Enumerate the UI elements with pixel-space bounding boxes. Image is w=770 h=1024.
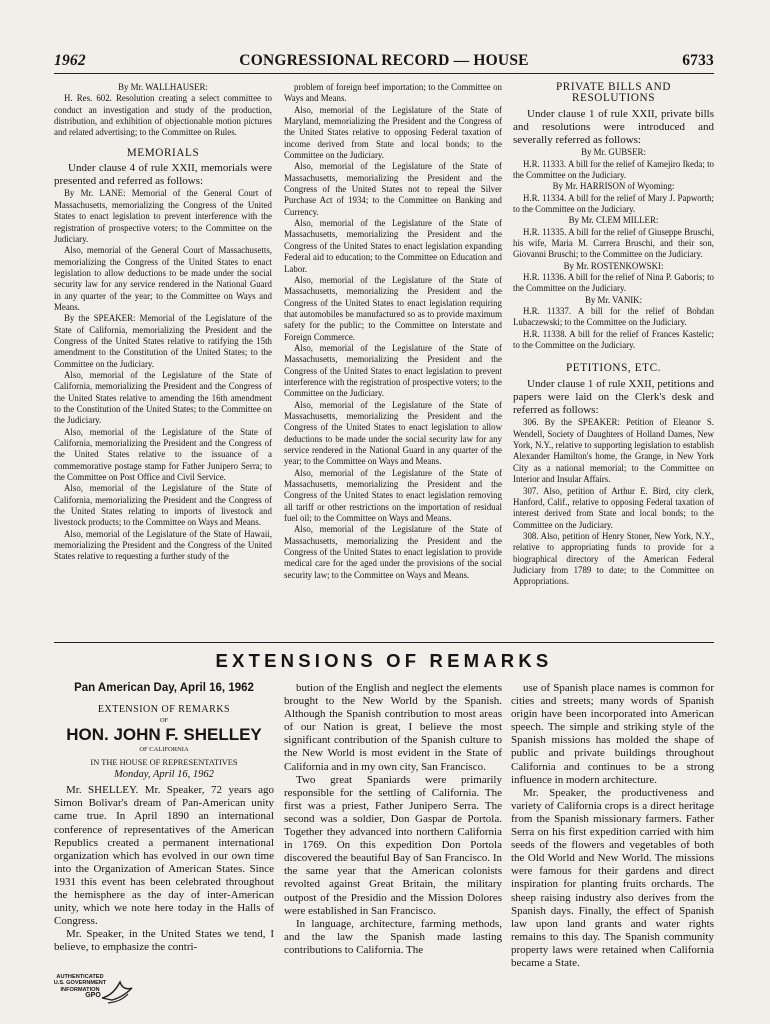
- extension-column-2: [284, 682, 502, 972]
- memorial-paragraph: Also, memorial of the Legislature of the State of California, memorializing the President and the Congress of the United States relative to amending the 16th amendment to the Constitution of the United States; to the Committee on the Judiciary.: [54, 369, 272, 426]
- gpo-line-4: GPO: [85, 992, 101, 1000]
- remarks-paragraph: use of Spanish place names is common for cities and streets; many words of Spanish origin have been incorporated into American speech. The simple and striking style of the Spanish missions has molded the shape of public and private buildings throughout California and continues to be a strong influence in modern architecture.: [511, 682, 714, 786]
- column-2: [284, 82, 502, 642]
- remarks-paragraph: bution of the English and neglect the elements brought to the New World by the Spanish. Although the Spanish contribution to most areas of our Nation is great, I believe the most significant contribution of the Spanish culture to the New World is most evident in the State of California and in my own city, San Francisco.: [284, 682, 502, 773]
- extension-label: EXTENSION OF REMARKS: [97, 704, 231, 716]
- column-1: [54, 82, 272, 642]
- petitions-heading: PETITIONS, ETC.: [565, 362, 662, 375]
- remarks-paragraph: Mr. SHELLEY. Mr. Speaker, 72 years ago Simon Bolivar's dream of Pan-American unity came true. In April 1890 an international conference of representatives of the American Republics created a permanent international organization which has evolved in our own time into the Organization of American States. Since 1931 this event has been celebrated throughout the hemisphere as the day of inter-American unity, which we note here today in the Halls of Congress.: [54, 784, 274, 928]
- petition-paragraph: 306. By the SPEAKER: Petition of Eleanor S. Wendell, Society of Daughters of Holland Dames, New York, N.Y., relative to supporting legislation to establish Alexander Hamilton's home, the Grange, in New York City as a national memorial; to the Committee on Interior and Insular Affairs.: [513, 417, 714, 485]
- extensions-title: EXTENSIONS OF REMARKS: [215, 650, 553, 671]
- bill-entry: H.R. 11333. A bill for the relief of Kamejiro Ikeda; to the Committee on the Judiciary.: [513, 158, 714, 180]
- section-rule: [54, 642, 714, 643]
- private-bills-heading: PRIVATE BILLS AND RESOLUTIONS: [555, 82, 672, 105]
- bill-sponsor: By Mr. GUBSER:: [581, 147, 646, 158]
- eagle-icon: [100, 976, 134, 1008]
- memorial-paragraph: Also, memorial of the Legislature of the State of California, memorializing the President and the Congress of the United States relative to the issuance of a commemorative postage stamp for Father Junipero Serra; to the Committee on Post Office and Civil Service.: [54, 426, 272, 483]
- memorials-intro: Under clause 4 of rule XXII, memorials were presented and referred as follows:: [54, 162, 272, 188]
- petitions-list: [513, 417, 714, 587]
- remarks-text-3: [511, 682, 714, 970]
- extension-column-1: [54, 682, 274, 972]
- article-title: Pan American Day, April 16, 1962: [74, 682, 254, 694]
- remarks-paragraph: In language, architecture, farming methods, and the law the Spanish made lasting contributions to California. The: [284, 917, 502, 956]
- petitions-intro: Under clause 1 of rule XXII, petitions and papers were laid on the Clerk's desk and referred as follows:: [513, 377, 714, 417]
- memorial-paragraph: Also, memorial of the Legislature of the State of Massachusetts, memorializing the President and the Congress of the United States to enact legislation to allow deductions to be made under the social security law for any service rendered in the National Guard in any quarter of the year; to the Committee on Ways and Means.: [284, 399, 502, 467]
- bill-entry: H.R. 11338. A bill for the relief of Frances Kastelic; to the Committee on the Judiciary.: [513, 328, 714, 351]
- page-year: 1962: [54, 52, 86, 69]
- of-label: OF: [159, 717, 169, 725]
- running-header: [54, 52, 714, 72]
- page-title: CONGRESSIONAL RECORD — HOUSE: [239, 52, 529, 69]
- remarks-text-1: [54, 784, 274, 954]
- bill-entry: H.R. 11334. A bill for the relief of Mary J. Papworth; to the Committee on the Judiciary.: [513, 192, 714, 215]
- memorial-paragraph: Also, memorial of the Legislature of the State of California, memorializing the President and the Congress of the United States relating to imports of livestock and livestock products; to the Committee on Ways and Means.: [54, 483, 272, 528]
- private-bills-intro: Under clause 1 of rule XXII, private bills and resolutions were introduced and severally referred as follows:: [513, 107, 714, 147]
- bill-sponsor: By Mr. ROSTENKOWSKI:: [563, 260, 664, 271]
- memorials-heading: MEMORIALS: [126, 146, 200, 159]
- memorial-paragraph: Also, memorial of the Legislature of the State of Hawaii, memorializing the President and the Congress of the United States relative to requesting a further study of the: [54, 528, 272, 562]
- extension-column-3: [511, 682, 714, 972]
- remarks-paragraph: Mr. Speaker, in the United States we tend, I believe, to emphasize the contri-: [54, 928, 274, 954]
- petition-paragraph: 308. Also, petition of Henry Stoner, New York, N.Y., relative to appropriating funds to provide for a biographical directory of the American Federal Judiciary from 1789 to date; to the Committee on Appropriations.: [513, 530, 714, 587]
- memorial-paragraph: Also, memorial of the Legislature of the State of Massachusetts, memorializing the President and the Congress of the United States not to repeal the Silver Purchase Act of 1934; to the Committee on Banking and Currency.: [284, 161, 502, 217]
- page-number: 6733: [682, 52, 714, 69]
- memorial-paragraph: Also, memorial of the Legislature of the State of Massachusetts, memorializing the President and the Congress of the United States to enact legislation requiring that automobiles be manufactured so as to provide maximum safety for the public; to the Committee on Interstate and Foreign Commerce.: [284, 274, 502, 342]
- private-bills-list: [513, 147, 714, 351]
- gpo-line-2: U.S. GOVERNMENT: [53, 980, 107, 987]
- petition-paragraph: 307. Also, petition of Arthur E. Bird, city clerk, Hanford, Calif., relative to opposing Federal taxation of interest derived from State and local bonds; to the Committee on the Judiciary.: [513, 485, 714, 530]
- memorial-paragraph: problem of foreign beef importation; to the Committee on Ways and Means.: [284, 82, 502, 104]
- bill-entry: H.R. 11335. A bill for the relief of Giuseppe Bruschi, his wife, Maria M. Carrera Bruschi, and their son, Giovanni Bruschi; to the Committee on the Judiciary.: [513, 226, 714, 260]
- bill-sponsor: By Mr. VANIK:: [584, 294, 643, 305]
- memorial-paragraph: Also, memorial of the Legislature of the State of Massachusetts, memorializing the President and the Congress of the United States to enact legislation removing all tariff or other restrictions on the importation of residual fuel oil; to the Committee on Ways and Means.: [284, 467, 502, 524]
- speaker-name: HON. JOHN F. SHELLEY: [66, 725, 262, 745]
- bill-entry: H.R. 11337. A bill for the relief of Bohdan Lubaczewski; to the Committee on the Judiciary.: [513, 306, 714, 328]
- memorial-paragraph: By Mr. LANE: Memorial of the General Court of Massachusetts, memorializing the Congress of the United States to enact legislation to prevent interference with the registration of prospective voters; to the Committee on the Judiciary.: [54, 188, 272, 244]
- memorial-paragraph: Also, memorial of the Legislature of the State of Maryland, memorializing the President and the Congress of the United States relative to opposing Federal taxation of income derived from State and local bonds; to the Committee on the Judiciary.: [284, 104, 502, 161]
- chamber: IN THE HOUSE OF REPRESENTATIVES: [90, 758, 238, 768]
- speaker-state: OF CALIFORNIA: [139, 746, 189, 754]
- remarks-date: Monday, April 16, 1962: [114, 769, 214, 781]
- column-3: [513, 82, 714, 642]
- remarks-paragraph: Two great Spaniards were primarily responsible for the settling of California. The first was a priest, Father Junipero Serra. The second was a soldier, Don Gaspar de Portola. Together they advanced into northern California in 1769. On this expedition Don Portola discovered the beautiful Bay of San Francisco. In the same year that the American colonists revolted against Great Britain, the military outpost of the Presidio and the Mission Dolores were established in San Francisco.: [284, 773, 502, 917]
- gpo-line-3: INFORMATION: [60, 986, 100, 993]
- memorial-paragraph: Also, memorial of the General Court of Massachusetts, memorializing the Congress of the United States to enact legislation to allow deductions to be made under the social security law for any service rendered in the National Guard in any quarter of the year; to the Committee on Ways and Means.: [54, 245, 272, 312]
- resolution-text: H. Res. 602. Resolution creating a select committee to conduct an investigation and study of the production, distribution, and exhibition of objectionable motion pictures and related advertising; to the Committee on Rules.: [54, 93, 272, 138]
- remarks-paragraph: Mr. Speaker, the productiveness and variety of California crops is a direct heritage from the Spanish missionary farmers. Father Serra on his first expedition carried with him seeds of the flowers and vegetables of both the Old World and New World. The missions were famous for their gardens and direct inspiration for planting fruits orchards. The sheep raising industry also derives from the Spanish days. Finally, the effect of Spanish law upon land grants and water rights remains to this day. The Spanish community property laws were retained when California became a State.: [511, 786, 714, 969]
- memorial-paragraph: Also, memorial of the Legislature of the State of Massachusetts, memorializing the President and the Congress of the United States to enact legislation expanding Federal aid to education; to the Committee on Education and Labor.: [284, 218, 502, 274]
- bill-sponsor: By Mr. CLEM MILLER:: [568, 215, 659, 226]
- bill-sponsor: By Mr. HARRISON of Wyoming:: [552, 181, 675, 192]
- memorial-paragraph: Also, memorial of the Legislature of the State of Massachusetts, memorializing the President and the Congress of the United States to enact legislation to provide medical care for the aged under the provisions of the social security law; to the Committee on Ways and Means.: [284, 524, 502, 580]
- gpo-authentication-logo: [50, 974, 145, 1014]
- memorials-list: [54, 188, 272, 562]
- bill-entry: H.R. 11336. A bill for the relief of Nina P. Gaboris; to the Committee on the Judiciary.: [513, 272, 714, 294]
- memorials-list-continued: [284, 82, 502, 581]
- sponsor-line: By Mr. WALLHAUSER:: [118, 82, 208, 92]
- memorial-paragraph: By the SPEAKER: Memorial of the Legislature of the State of California, memorializing the President and the Congress of the United States relative to ratifying the 15th amendment to the Constitution of the United States; to the Committee on the Judiciary.: [54, 313, 272, 369]
- remarks-text-2: [284, 682, 502, 957]
- memorial-paragraph: Also, memorial of the Legislature of the State of Massachusetts, memorializing the President and the Congress of the United States to enact legislation to prevent interference with the registration of prospective voters; to the Committee on the Judiciary.: [284, 342, 502, 399]
- header-rule: [54, 73, 714, 74]
- gpo-line-1: AUTHENTICATED: [56, 974, 104, 980]
